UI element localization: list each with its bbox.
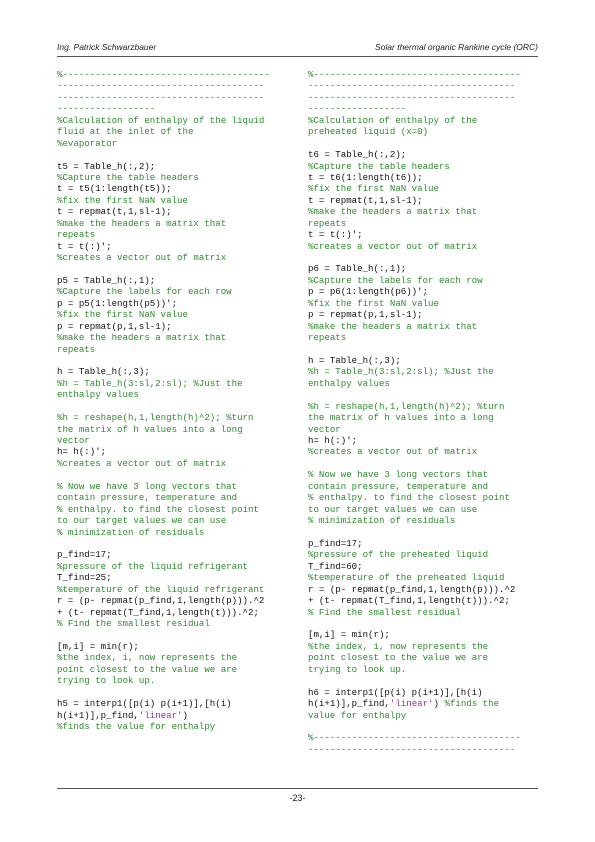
comment-line: %h = reshape(h,1,length(h)^2); %turn [308,400,505,412]
code-line: p = p6(1:length(p6))'; [308,286,429,298]
comment-line: -------------------------------------- [57,91,265,103]
comment-line: % Now we have 3 long vectors that [57,480,238,492]
comment-line: %h = Table_h(3:sl,2:sl); %Just the [308,366,494,378]
code-line: + (t- repmat(T_find,1,length(t))).^2; [57,606,259,618]
comment-line: %Capture the labels for each row [57,286,232,298]
comment-line: repeats [57,343,96,355]
blank-line [308,675,538,686]
string-literal: 'linear' [138,709,183,721]
blank-line [57,538,287,549]
code-segment: h(i+1)],p_find, [57,709,139,721]
comment-line: %fix the first NaN value [57,194,188,206]
comment-line: %pressure of the preheated liquid [308,549,489,561]
blank-line [308,618,538,629]
code-line: r = (p- repmat(p_find,1,length(p))).^2 [308,583,516,595]
code-line: t6 = Table_h(:,2); [308,149,407,161]
blank-line [57,629,287,640]
code-line: p = repmat(p,1,sl-1); [308,309,423,321]
code-line: h= h(:)'; [57,446,107,458]
comment-line: enthalpy values [308,377,390,389]
comment-line: -------------------------------------- [57,80,265,92]
comment-line: contain pressure, temperature and [57,492,238,504]
blank-line [308,389,538,400]
code-line: p = repmat(p,1,sl-1); [57,320,172,332]
comment-line: trying to look up. [57,675,156,687]
blank-line [308,252,538,263]
comment-line: %fix the first NaN value [308,183,439,195]
code-line: t = t(:)'; [57,240,112,252]
blank-line [57,469,287,480]
code-line: h5 = interp1([p(i) p(i+1)],[h(i) [57,698,232,710]
comment-line: -------------------------------------- [308,80,516,92]
code-segment: ) [433,698,445,710]
blank-line [308,721,538,732]
code-line: h6 = interp1([p(i) p(i+1)],[h(i) [308,686,483,698]
blank-line [308,138,538,149]
comment-line: %fix the first NaN value [57,309,188,321]
comment-line: %fix the first NaN value [308,297,439,309]
comment-line: value for enthalpy [308,709,407,721]
comment-line: preheated liquid (x=0) [308,126,429,138]
comment-line: the matrix of h values into a long [308,412,494,424]
code-line: t = repmat(t,1,sl-1); [57,206,172,218]
code-line: h= h(:)'; [308,435,358,446]
footer-rule [57,788,538,789]
comment-line: to our target values we can use [308,503,478,515]
blank-line [308,344,538,355]
comment-line: repeats [57,229,96,241]
comment-line: %evaporator [57,137,118,149]
code-line: + (t- repmat(T_find,1,length(t))).^2; [308,595,510,607]
comment-line: % enthalpy. to find the closest point [57,503,259,515]
comment-line: %make the headers a matrix that [308,320,478,332]
code-line: [m,i] = min(r); [308,629,390,641]
page-header [57,42,538,54]
comment-line: %the index, i, now represents the [308,640,489,652]
comment-line: %make the headers a matrix that [57,217,227,229]
code-line: t = t(:)'; [308,229,363,241]
comment-line: %-------------------------------------- [57,69,270,80]
blank-line [57,401,287,412]
code-line: r = (p- repmat(p_find,1,length(p))).^2 [57,595,265,607]
comment-line: %creates a vector out of matrix [308,240,478,252]
comment-line: vector [57,435,90,446]
comment-line: %Capture the labels for each row [308,274,483,286]
blank-line [57,355,287,366]
comment-line: %h = Table_h(3:sl,2:sl); %Just the [57,377,243,389]
string-literal: 'linear' [389,698,434,710]
comment-line: %creates a vector out of matrix [57,252,227,263]
comment-line: % minimization of residuals [57,526,205,538]
inline-comment: %finds the [444,698,500,710]
code-line: T_find=60; [308,560,363,572]
comment-line: -------------------------------------- [308,743,516,755]
comment-line: %-------------------------------------- [308,69,521,80]
code-line [57,710,287,721]
comment-line: %creates a vector out of matrix [308,446,478,458]
comment-line: %Calculation of enthalpy of the liquid [57,114,265,126]
code-line: T_find=25; [57,572,112,584]
code-column-right [308,69,538,755]
code-line: p6 = Table_h(:,1); [308,263,407,275]
comment-line: %h = reshape(h,1,length(h)^2); %turn [57,412,254,424]
code-segment: ) [182,709,188,721]
code-line: t = t5(1:length(t5)); [57,183,172,195]
comment-line: %finds the value for enthalpy [57,720,216,732]
comment-line: %make the headers a matrix that [57,332,227,344]
blank-line [57,263,287,274]
comment-line: to our target values we can use [57,515,227,527]
comment-line: ------------------ [57,103,156,115]
code-line: t = t6(1:length(t6)); [308,171,423,183]
comment-line: enthalpy values [57,389,139,401]
comment-line: % minimization of residuals [308,515,456,527]
blank-line [308,458,538,469]
comment-line: repeats [308,332,347,344]
comment-line: %Capture the table headers [57,171,199,183]
comment-line: %creates a vector out of matrix [57,457,227,469]
comment-line: % Now we have 3 long vectors that [308,469,489,481]
comment-line: contain pressure, temperature and [308,480,489,492]
comment-line: -------------------------------------- [308,91,516,103]
code-line: p5 = Table_h(:,1); [57,274,156,286]
blank-line [308,527,538,538]
comment-line: % Find the smallest residual [57,618,210,629]
code-line: h = Table_h(:,3); [308,354,401,366]
comment-line: ------------------ [308,103,407,115]
comment-line: %-------------------------------------- [308,732,521,744]
comment-line: trying to look up. [308,663,407,675]
code-line: [m,i] = min(r); [57,640,139,652]
code-column-left [57,69,287,732]
blank-line [57,687,287,698]
comment-line: %temperature of the liquid refrigerant [57,583,265,595]
code-line: p_find=17; [308,537,363,549]
comment-line: vector [308,423,341,435]
code-line: h = Table_h(:,3); [57,366,150,378]
page-number: -23- [289,793,306,803]
code-segment: h(i+1)],p_find, [308,698,390,710]
code-line: t = repmat(t,1,sl-1); [308,194,423,206]
code-line: p_find=17; [57,549,112,561]
blank-line [57,149,287,160]
code-line [308,698,538,709]
code-line: p = p5(1:length(p5))'; [57,297,178,309]
header-rule [57,56,538,57]
comment-line: % Find the smallest residual [308,606,461,618]
comment-line: %pressure of the liquid refrigerant [57,560,248,572]
comment-line: point closest to the value we are [308,652,489,664]
header-author: Ing. Patrick Schwarzbauer [57,42,157,52]
comment-line: point closest to the value we are [57,663,238,675]
header-title: Solar thermal organic Rankine cycle (ORC) [375,42,538,52]
comment-line: %the index, i, now represents the [57,652,238,664]
comment-line: %make the headers a matrix that [308,206,478,218]
comment-line: repeats [308,217,347,229]
comment-line: fluid at the inlet of the [57,126,194,138]
comment-line: % enthalpy. to find the closest point [308,492,510,504]
comment-line: %temperature of the preheated liquid [308,572,505,584]
comment-line: %Calculation of enthalpy of the [308,114,478,126]
comment-line: %Capture the table headers [308,160,450,172]
comment-line: the matrix of h values into a long [57,423,243,435]
code-line: t5 = Table_h(:,2); [57,160,156,172]
